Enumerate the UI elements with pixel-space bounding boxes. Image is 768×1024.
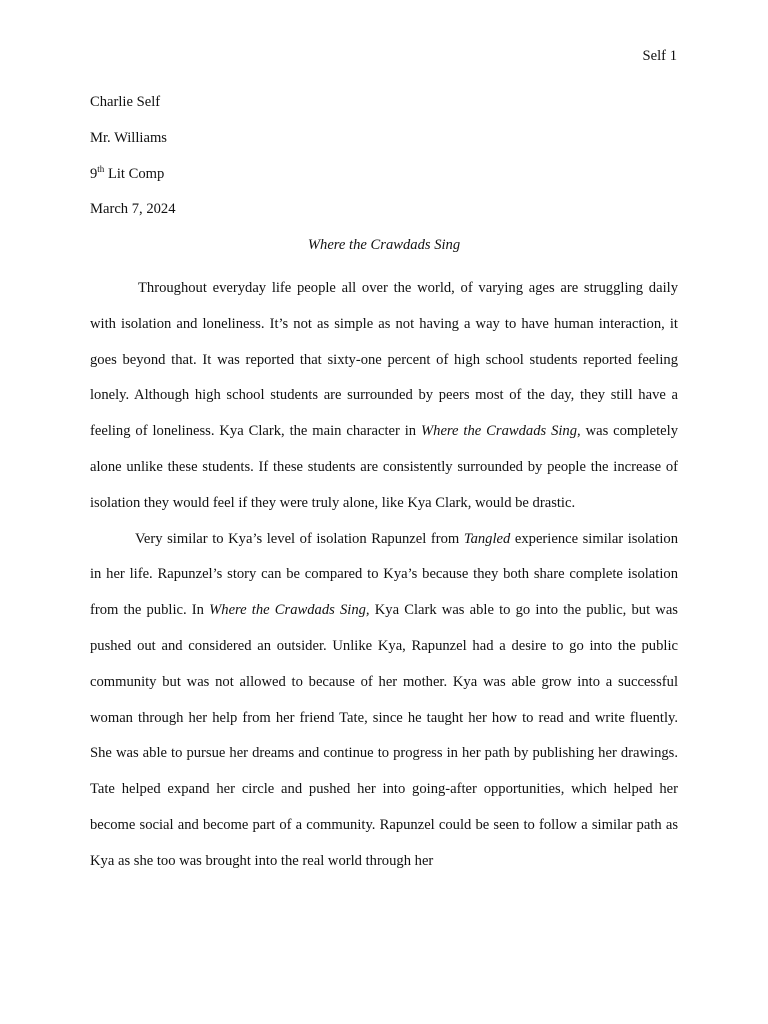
- running-header: [643, 46, 677, 66]
- paragraph-2-text-a: Very similar to Kya’s level of isolation Rapunzel from: [135, 530, 464, 547]
- teacher-name: Mr. Williams: [90, 129, 167, 146]
- course-name: Lit Comp: [104, 165, 165, 182]
- document-body: [90, 92, 678, 880]
- paragraph-2: [90, 522, 678, 880]
- course-line: [90, 164, 678, 200]
- paragraph-1-text-b: , was completely alone unlike these students. If these students are consistently surrounded by people the increase of isolation they would feel if they were truly alone, like Kya Clark, would be drastic.: [90, 423, 678, 511]
- student-name: Charlie Self: [90, 94, 161, 110]
- paragraph-2-book-title: Where the Crawdads Sing,: [209, 602, 370, 619]
- paragraph-2-movie-title: Tangled: [463, 530, 511, 547]
- paragraph-2-text-b: experience similar isolation in her life. Rapunzel’s story can be compared to Kya’s because they both share complete isolation from the public. In: [90, 530, 678, 619]
- header-surname: Self: [642, 48, 667, 64]
- course-number: 9: [90, 165, 98, 182]
- course-ordinal-suffix: th: [97, 163, 105, 174]
- header-page-number: 1: [669, 48, 677, 64]
- paragraph-1-book-title: Where the Crawdads Sing: [420, 423, 578, 440]
- essay-date: March 7, 2024: [90, 201, 176, 218]
- paragraph-1: [90, 271, 678, 522]
- paragraph-2-text-c: Kya Clark was able to go into the public, but was pushed out and considered an outsider. Unlike Kya, Rapunzel had a desire to go into the public community but was not allowed to because of her mother. Kya was able grow into a successful woman through her help from her friend Tate, since he taught her how to read and write fluently. She was able to pursue her dreams and continue to progress in her path by publishing her drawings. Tate helped expand her circle and pushed her into going-after opportunities, which helped her become social and become part of a community. Rapunzel could be seen to follow a similar path as Kya as she too was brought into the real world through her: [90, 602, 678, 869]
- essay-title: Where the Crawdads Sing: [307, 237, 461, 254]
- paragraph-1-text-a: Throughout everyday life people all over the world, of varying ages are struggling daily with isolation and loneliness. It’s not as simple as not having a way to have human interaction, it goes beyond that. It was reported that sixty-one percent of high school students reported feeling lonely. Although high school students are surrounded by peers most of the day, they still have a feeling of loneliness. Kya Clark, the main character in: [90, 279, 678, 440]
